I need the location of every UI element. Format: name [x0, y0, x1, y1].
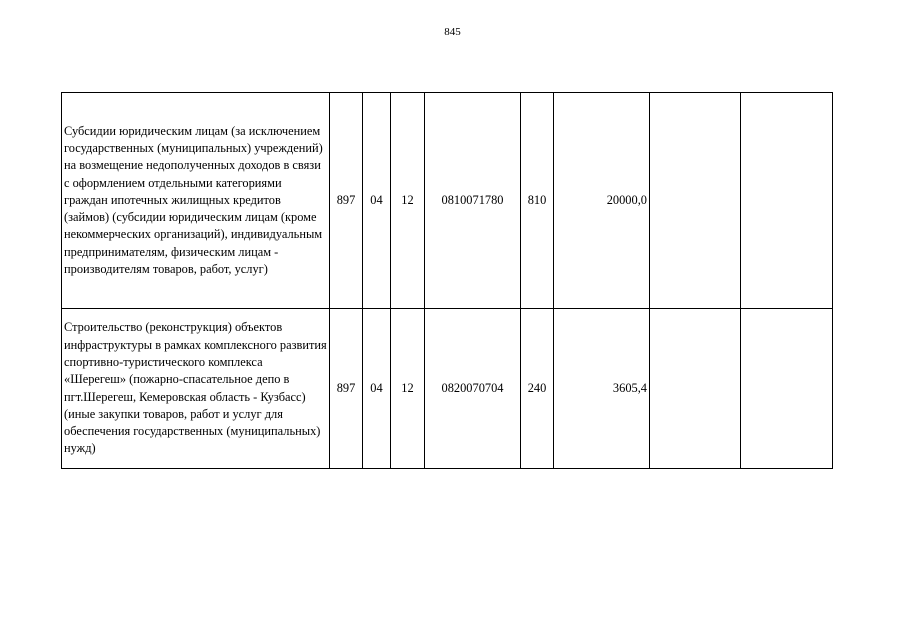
empty-cell	[650, 309, 741, 469]
subsection-code-cell: 12	[391, 93, 425, 309]
section-code-cell: 04	[363, 93, 391, 309]
empty-cell	[741, 309, 833, 469]
target-article-cell: 0820070704	[425, 309, 521, 469]
section-code-cell: 04	[363, 309, 391, 469]
table-row	[62, 309, 833, 469]
page-number: 845	[444, 26, 461, 38]
table-row	[62, 93, 833, 309]
expense-type-cell: 810	[521, 93, 554, 309]
target-article-cell: 0810071780	[425, 93, 521, 309]
empty-cell	[650, 93, 741, 309]
expense-name-cell: Субсидии юридическим лицам (за исключением государственных (муниципальных) учреждений) на возмещение недополученных доходов в связи с оформлением отдельными категориями граждан ипотечных жилищных кредитов (займов) (субсидии юридическим лицам (кроме некоммерческих организаций), индивидуальным предпринимателям, физическим лицам - производителям товаров, работ, услуг)	[62, 93, 330, 309]
expense-type-cell: 240	[521, 309, 554, 469]
amount-cell: 3605,4	[554, 309, 650, 469]
expense-name-cell: Строительство (реконструкция) объектов инфраструктуры в рамках комплексного развития спортивно-туристического комплекса «Шерегеш» (пожарно-спасательное депо в пгт.Шерегеш, Кемеровская область - Кузбасс) (иные закупки товаров, работ и услуг для обеспечения государственных (муниципальных) нужд)	[62, 309, 330, 469]
empty-cell	[741, 93, 833, 309]
budget-table	[61, 92, 833, 469]
ministry-code-cell: 897	[330, 309, 363, 469]
subsection-code-cell: 12	[391, 309, 425, 469]
ministry-code-cell: 897	[330, 93, 363, 309]
amount-cell: 20000,0	[554, 93, 650, 309]
